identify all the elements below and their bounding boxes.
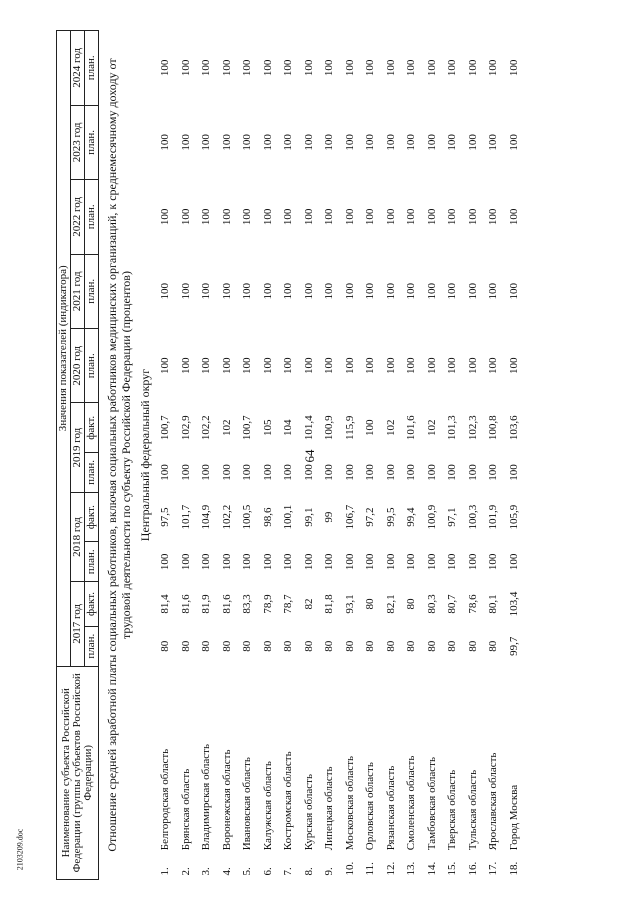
value-cell: 100,9 (323, 415, 336, 441)
value-cell: 80 (405, 598, 418, 610)
value-cell: 100 (200, 208, 213, 226)
value-cell: 100 (261, 553, 274, 571)
table-row (401, 31, 422, 880)
row-number: 9. (323, 867, 336, 876)
value-cell: 100 (466, 208, 479, 226)
row-number: 5. (241, 867, 254, 876)
value-cell: 80 (364, 640, 377, 652)
region-name: Костромская область (282, 751, 295, 851)
value-cell: 100 (241, 553, 254, 571)
value-cell: 100 (302, 59, 315, 77)
value-cell: 100 (384, 464, 397, 481)
value-cell: 100 (220, 357, 233, 374)
value-cell: 103,6 (507, 415, 520, 441)
row-number: 10. (343, 861, 356, 876)
row-number: 11. (364, 862, 377, 876)
value-cell: 100,5 (241, 504, 254, 530)
value-cell: 103,4 (507, 591, 520, 617)
header-plan: план. (85, 453, 99, 493)
value-cell: 100 (282, 134, 295, 151)
value-cell: 104 (282, 419, 295, 437)
value-cell: 100 (220, 134, 233, 151)
value-cell: 100 (466, 283, 479, 300)
value-cell: 100 (425, 283, 438, 300)
table-caption-row (99, 31, 136, 880)
header-plan: план. (85, 105, 99, 179)
value-cell: 78,6 (466, 594, 479, 614)
rotated-sheet (56, 30, 596, 880)
value-cell: 100 (487, 208, 500, 226)
header-subject-name: Наименование субъекта Российской Федерации (группы субъектов Российской Федерации) (57, 666, 99, 879)
value-cell: 100 (425, 357, 438, 374)
value-cell: 78,9 (261, 594, 274, 614)
value-cell: 100 (405, 208, 418, 226)
value-cell: 97,5 (159, 507, 172, 527)
value-cell: 100 (507, 464, 520, 481)
value-cell: 100 (282, 283, 295, 300)
value-cell: 100 (261, 208, 274, 226)
value-cell: 105,9 (507, 504, 520, 530)
value-cell: 80 (282, 640, 295, 652)
value-cell: 101,9 (487, 504, 500, 530)
value-cell: 100 (323, 134, 336, 151)
value-cell: 100 (200, 59, 213, 77)
value-cell: 100 (487, 464, 500, 481)
value-cell: 100 (507, 283, 520, 300)
value-cell: 100 (282, 464, 295, 481)
header-fact: факт. (85, 492, 99, 542)
value-cell: 80 (302, 640, 315, 652)
value-cell: 80 (446, 640, 459, 652)
value-cell: 80,3 (425, 594, 438, 614)
value-cell: 100 (405, 134, 418, 151)
value-cell: 100 (446, 553, 459, 571)
header-plan: план. (85, 254, 99, 328)
value-cell: 102 (425, 419, 438, 437)
value-cell: 100 (384, 59, 397, 77)
value-cell: 101,6 (405, 415, 418, 441)
value-cell: 100 (405, 553, 418, 571)
value-cell: 100 (466, 134, 479, 151)
value-cell: 100 (425, 553, 438, 571)
table-row (196, 31, 217, 880)
value-cell: 100 (323, 208, 336, 226)
header-year-2021: 2021 год (71, 254, 85, 328)
value-cell: 80,7 (446, 594, 459, 614)
value-cell: 102,9 (179, 415, 192, 441)
row-number: 2. (179, 867, 192, 876)
value-cell: 102 (220, 419, 233, 437)
region-name: Ярославская область (487, 752, 500, 851)
document-code: 2103209.doc (15, 828, 25, 871)
value-cell: 102 (384, 419, 397, 437)
row-number: 18. (507, 861, 520, 876)
value-cell: 80 (159, 640, 172, 652)
value-cell: 100 (159, 59, 172, 77)
table-row (155, 31, 176, 880)
header-year-2017: 2017 год (71, 582, 85, 666)
value-cell: 100 (364, 419, 377, 437)
value-cell: 100,7 (241, 415, 254, 441)
value-cell: 100,1 (282, 504, 295, 530)
value-cell: 100 (179, 283, 192, 300)
row-number: 7. (282, 867, 295, 876)
header-plan: план. (85, 180, 99, 254)
value-cell: 80 (487, 640, 500, 652)
region-name: Калужская область (261, 761, 274, 851)
region-name: Курская область (302, 774, 315, 851)
value-cell: 100 (446, 283, 459, 300)
value-cell: 100 (364, 208, 377, 226)
value-cell: 100 (487, 357, 500, 374)
value-cell: 100 (446, 208, 459, 226)
row-number: 8. (302, 867, 315, 876)
value-cell: 100 (507, 553, 520, 571)
value-cell: 100 (261, 283, 274, 300)
value-cell: 100 (384, 283, 397, 300)
value-cell: 100 (507, 357, 520, 374)
table-row (360, 31, 381, 880)
table-row (278, 31, 299, 880)
value-cell: 100 (446, 134, 459, 151)
row-number: 4. (220, 867, 233, 876)
value-cell: 99,1 (302, 507, 315, 527)
region-name: Владимирская область (200, 744, 213, 851)
value-cell: 100,9 (425, 504, 438, 530)
header-plan: план. (85, 542, 99, 582)
value-cell: 100 (302, 553, 315, 571)
region-name: Московская область (343, 755, 356, 851)
value-cell: 93,1 (343, 594, 356, 614)
value-cell: 80 (343, 640, 356, 652)
value-cell: 100 (200, 134, 213, 151)
value-cell: 100 (384, 553, 397, 571)
value-cell: 100 (220, 59, 233, 77)
value-cell: 80 (425, 640, 438, 652)
value-cell: 100 (159, 283, 172, 300)
value-cell: 100 (282, 357, 295, 374)
value-cell: 82,1 (384, 594, 397, 614)
value-cell: 100 (364, 553, 377, 571)
value-cell: 100 (302, 357, 315, 374)
header-year-2019: 2019 год (71, 403, 85, 492)
value-cell: 100 (241, 357, 254, 374)
value-cell: 100 (384, 134, 397, 151)
header-year-2022: 2022 год (71, 180, 85, 254)
header-plan: план. (85, 31, 99, 106)
value-cell: 80 (261, 640, 274, 652)
value-cell: 100 (220, 464, 233, 481)
table-row (217, 31, 238, 880)
value-cell: 102,3 (466, 415, 479, 441)
header-plan: план. (85, 626, 99, 666)
region-name: Брянская область (179, 768, 192, 851)
value-cell: 100 (466, 553, 479, 571)
row-number: 14. (425, 861, 438, 876)
value-cell: 102,2 (200, 415, 213, 441)
value-cell: 100 (343, 283, 356, 300)
header-fact: факт. (85, 582, 99, 627)
value-cell: 100 (446, 59, 459, 77)
indicator-table (56, 30, 524, 880)
value-cell: 100 (425, 464, 438, 481)
value-cell: 100 (179, 464, 192, 481)
value-cell: 100 (405, 283, 418, 300)
region-name: Город Москва (507, 784, 520, 851)
value-cell: 100 (200, 464, 213, 481)
region-name: Тамбовская область (425, 757, 438, 851)
value-cell: 100 (241, 283, 254, 300)
region-name: Рязанская область (384, 765, 397, 851)
value-cell: 100 (179, 208, 192, 226)
value-cell: 100 (159, 208, 172, 226)
value-cell: 100 (507, 208, 520, 226)
value-cell: 100 (261, 357, 274, 374)
value-cell: 100 (384, 208, 397, 226)
table-row (504, 31, 525, 880)
value-cell: 100 (364, 134, 377, 151)
value-cell: 100 (220, 208, 233, 226)
value-cell: 97,2 (364, 507, 377, 527)
row-number: 16. (466, 861, 479, 876)
value-cell: 100 (405, 464, 418, 481)
row-number: 3. (200, 867, 213, 876)
table-row (319, 31, 340, 880)
table-row (237, 31, 258, 880)
value-cell: 100 (507, 59, 520, 77)
value-cell: 102,2 (220, 504, 233, 530)
value-cell: 100 (343, 357, 356, 374)
row-number: 12. (384, 861, 397, 876)
value-cell: 99,5 (384, 507, 397, 527)
table-row (176, 31, 197, 880)
value-cell: 100 (364, 464, 377, 481)
value-cell: 100 (282, 553, 295, 571)
value-cell: 100 (241, 59, 254, 77)
value-cell: 100 (179, 134, 192, 151)
value-cell: 101,7 (179, 504, 192, 530)
table-row (340, 31, 361, 880)
row-number: 15. (446, 861, 459, 876)
value-cell: 100 (323, 464, 336, 481)
table-row (258, 31, 279, 880)
value-cell: 100 (220, 553, 233, 571)
value-cell: 100 (323, 283, 336, 300)
region-name: Тульская область (466, 769, 479, 851)
value-cell: 81,9 (200, 594, 213, 614)
value-cell: 100 (446, 464, 459, 481)
value-cell: 100 (200, 283, 213, 300)
value-cell: 100 (384, 357, 397, 374)
region-name: Воронежская область (220, 749, 233, 851)
value-cell: 100 (261, 59, 274, 77)
header-year-2018: 2018 год (71, 492, 85, 581)
value-cell: 100 (343, 553, 356, 571)
table-row (422, 31, 443, 880)
value-cell: 83,3 (241, 594, 254, 614)
value-cell: 100 (261, 464, 274, 481)
value-cell: 101,4 (302, 415, 315, 441)
value-cell: 100 (179, 357, 192, 374)
value-cell: 100 (241, 464, 254, 481)
value-cell: 100 (159, 134, 172, 151)
value-cell: 80 (200, 640, 213, 652)
value-cell: 82 (302, 598, 315, 610)
value-cell: 101,3 (446, 415, 459, 441)
value-cell: 80 (220, 640, 233, 652)
header-plan: план. (85, 329, 99, 403)
region-name: Тверская область (446, 769, 459, 851)
value-cell: 106,7 (343, 504, 356, 530)
value-cell: 80 (384, 640, 397, 652)
value-cell: 100 (159, 464, 172, 481)
value-cell: 80 (179, 640, 192, 652)
row-number: 1. (159, 867, 172, 876)
value-cell: 100 (466, 464, 479, 481)
value-cell: 100 (425, 208, 438, 226)
region-name: Белгородская область (159, 748, 172, 851)
region-name: Орловская область (364, 762, 377, 851)
page-number: 64 (302, 449, 317, 463)
value-cell: 100 (343, 59, 356, 77)
value-cell: 100,3 (466, 504, 479, 530)
value-cell: 80 (405, 640, 418, 652)
value-cell: 100 (220, 283, 233, 300)
value-cell: 100 (179, 59, 192, 77)
value-cell: 100 (364, 357, 377, 374)
value-cell: 100 (179, 553, 192, 571)
value-cell: 115,9 (343, 415, 356, 440)
value-cell: 100 (343, 134, 356, 151)
header-values-title: Значения показателей (индикатора) (57, 31, 71, 667)
row-number: 17. (487, 861, 500, 876)
value-cell: 100 (302, 134, 315, 151)
value-cell: 100 (466, 59, 479, 77)
value-cell: 100 (282, 208, 295, 226)
value-cell: 100 (364, 59, 377, 77)
value-cell: 81,4 (159, 594, 172, 614)
region-name: Ивановская область (241, 757, 254, 851)
value-cell: 100 (487, 59, 500, 77)
value-cell: 100 (261, 134, 274, 151)
value-cell: 81,6 (179, 594, 192, 614)
value-cell: 100 (241, 134, 254, 151)
row-number: 6. (261, 867, 274, 876)
value-cell: 100 (405, 357, 418, 374)
value-cell: 100 (507, 134, 520, 151)
value-cell: 100 (343, 208, 356, 226)
value-cell: 80 (364, 598, 377, 610)
value-cell: 100 (302, 464, 315, 481)
value-cell: 80,1 (487, 594, 500, 614)
value-cell: 80 (323, 640, 336, 652)
value-cell: 99,4 (405, 507, 418, 527)
value-cell: 100 (323, 59, 336, 77)
value-cell: 100 (405, 59, 418, 77)
table-row (483, 31, 504, 880)
table-row (381, 31, 402, 880)
table-caption: Отношение средней заработной платы социальных работников, включая социальных работников медицинских организаций, к среднемесячному доходу от трудовой деятельности по субъекту Российской Федерации (процентов) (105, 58, 133, 852)
value-cell: 99 (323, 511, 336, 523)
value-cell: 100 (200, 553, 213, 571)
value-cell: 100 (425, 134, 438, 151)
table-row (299, 31, 320, 880)
value-cell: 100 (343, 464, 356, 481)
value-cell: 100 (323, 357, 336, 374)
value-cell: 81,8 (323, 594, 336, 614)
value-cell: 81,6 (220, 594, 233, 614)
value-cell: 100 (159, 357, 172, 374)
value-cell: 100,8 (487, 415, 500, 441)
value-cell: 100 (446, 357, 459, 374)
value-cell: 100 (159, 553, 172, 571)
value-cell: 100 (323, 553, 336, 571)
table-row (463, 31, 484, 880)
value-cell: 78,7 (282, 594, 295, 614)
federal-district-label: Центральный федеральный округ (137, 368, 152, 542)
value-cell: 98,6 (261, 507, 274, 527)
value-cell: 100 (425, 59, 438, 77)
value-cell: 100 (364, 283, 377, 300)
value-cell: 100 (466, 357, 479, 374)
table-row (442, 31, 463, 880)
value-cell: 100 (487, 283, 500, 300)
header-year-2024: 2024 год (71, 31, 85, 106)
value-cell: 80 (466, 640, 479, 652)
value-cell: 104,9 (200, 504, 213, 530)
value-cell: 100 (282, 59, 295, 77)
value-cell: 100 (487, 553, 500, 571)
value-cell: 100 (200, 357, 213, 374)
header-year-2023: 2023 год (71, 105, 85, 179)
district-row (135, 31, 155, 880)
value-cell: 100 (241, 208, 254, 226)
value-cell: 105 (261, 419, 274, 437)
value-cell: 100 (487, 134, 500, 151)
value-cell: 80 (241, 640, 254, 652)
value-cell: 100,7 (159, 415, 172, 441)
header-fact: факт. (85, 403, 99, 453)
value-cell: 99,7 (507, 636, 520, 656)
header-year-2020: 2020 год (71, 329, 85, 403)
value-cell: 100 (302, 208, 315, 226)
value-cell: 97,1 (446, 507, 459, 527)
region-name: Липецкая область (323, 766, 336, 851)
row-number: 13. (405, 861, 418, 876)
region-name: Смоленская область (405, 755, 418, 851)
value-cell: 100 (302, 283, 315, 300)
